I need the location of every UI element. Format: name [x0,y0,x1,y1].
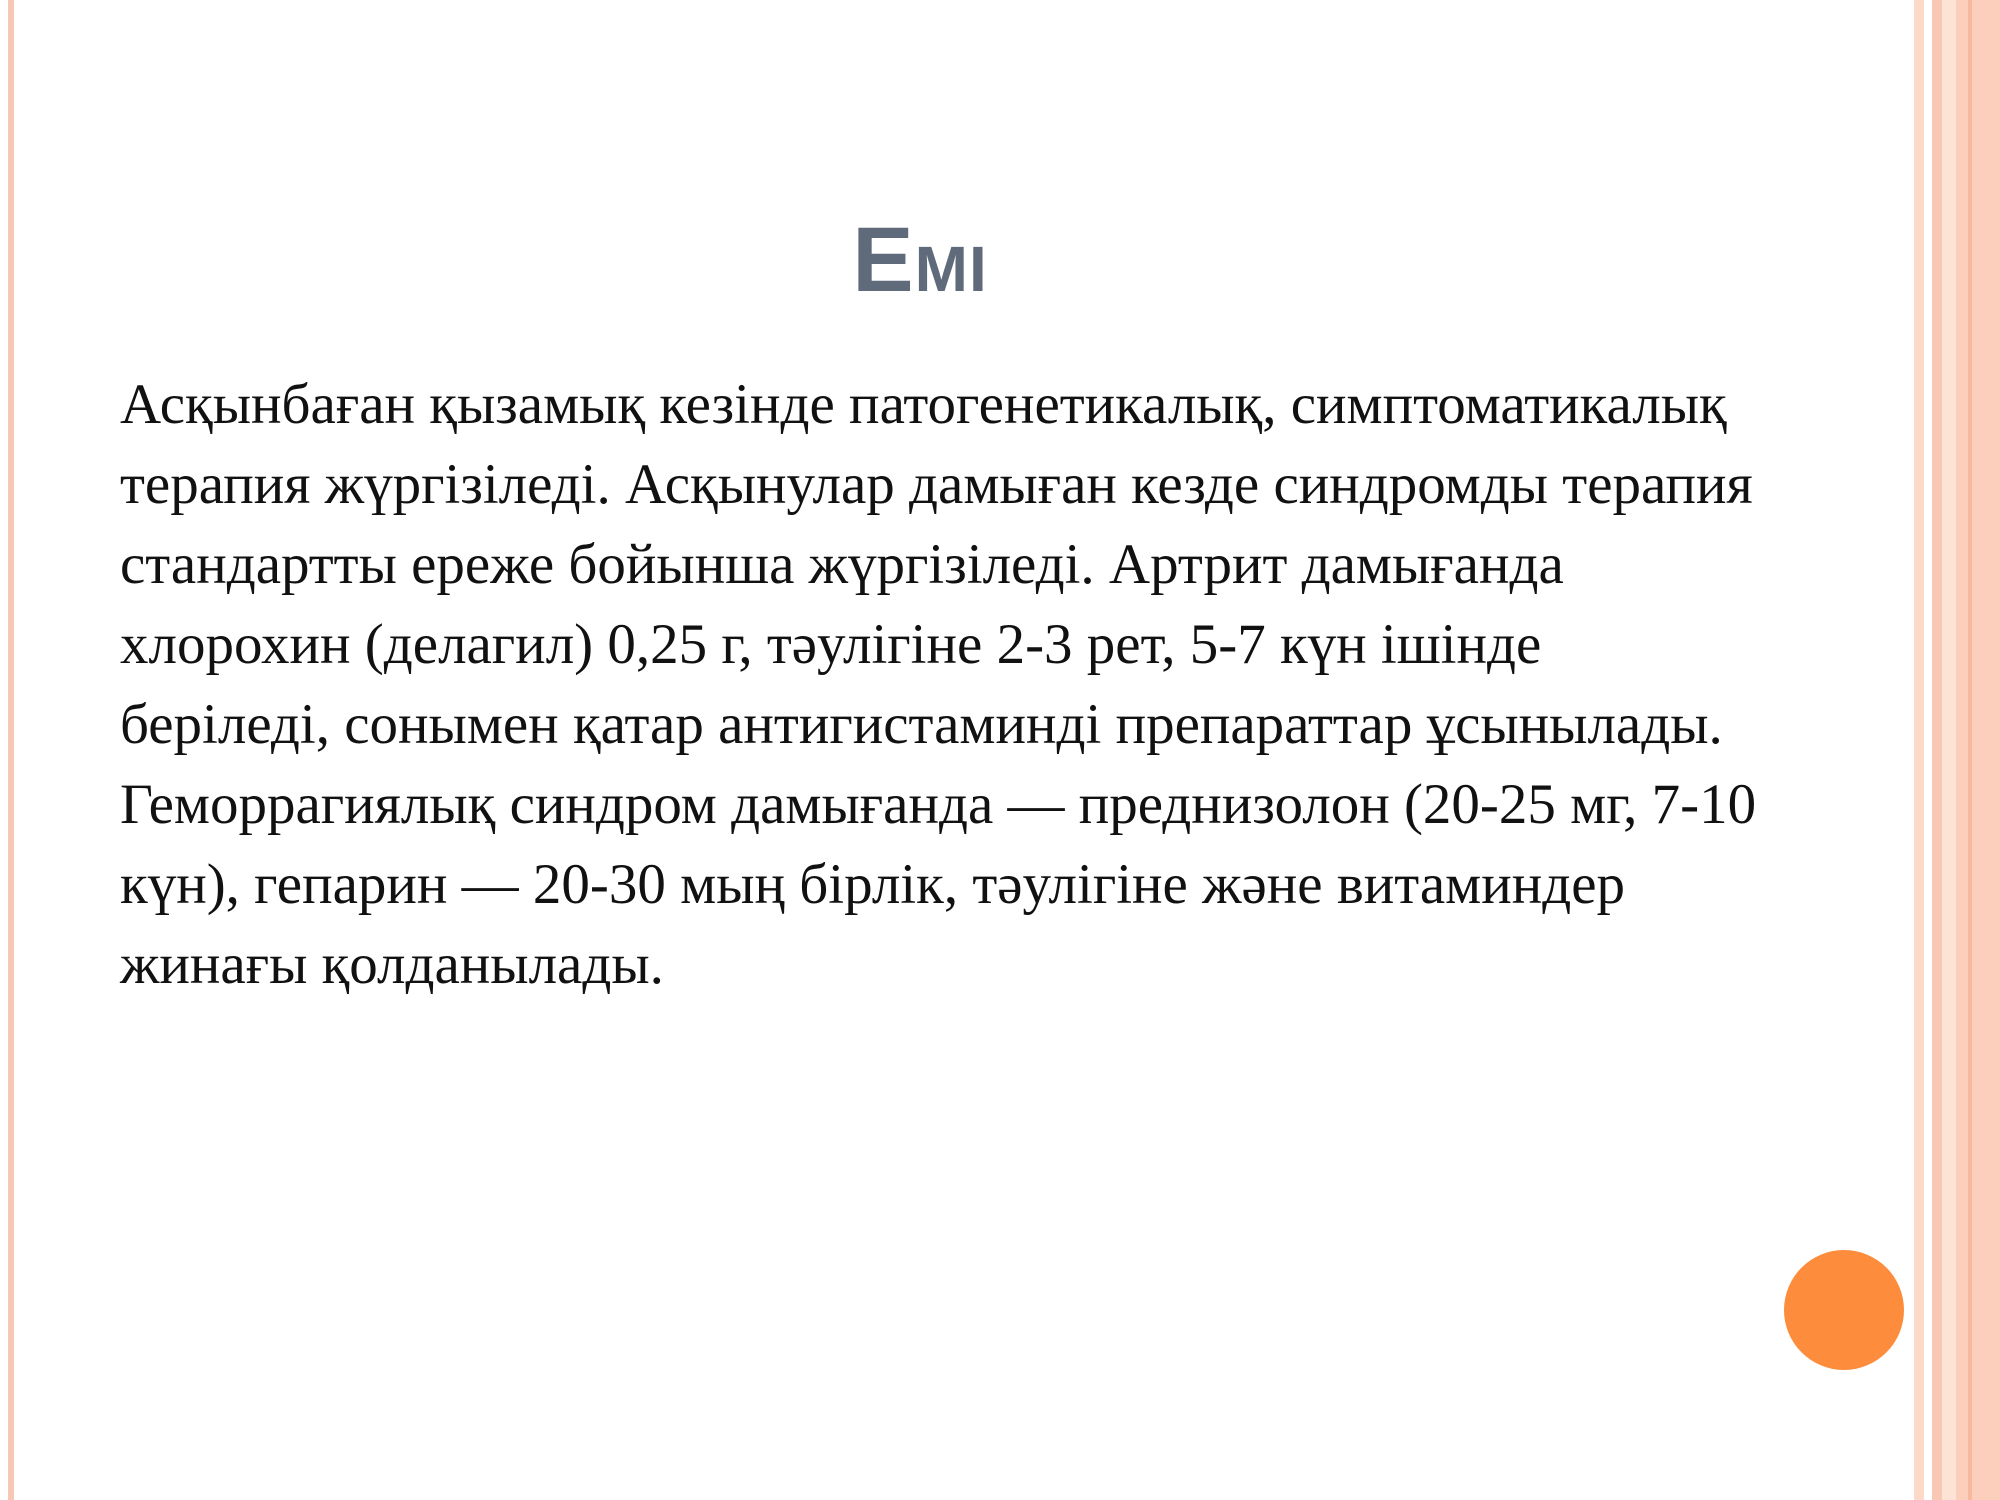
right-stripe-decoration [1956,0,2000,1500]
right-stripe-decoration [1932,0,1942,1500]
right-stripe-decoration [1942,0,1956,1500]
right-stripe-decoration [1968,0,1972,1500]
left-border-band [8,0,14,1500]
orange-circle-decoration [1784,1250,1904,1370]
left-border-decoration [0,0,20,1500]
right-stripe-decoration [1924,0,1932,1500]
right-stripe-decoration [1914,0,1924,1500]
slide-body-text: Асқынбаған қызамық кезінде патогенетикалық, симптоматикалық терапия жүргізіледі. Асқынулар дамыған кезде синдромды терапия стандартты ереже бойынша жүргізіледі. Артрит дамығанда хлорохин (делагил) 0,25 г, тәулігіне 2-3 рет, 5-7 күн ішінде беріледі, сонымен қатар антигистаминді препараттар ұсынылады. Геморрагиялық синдром дамығанда — преднизолон (20-25 мг, 7-10 күн), гепарин — 20-30 мың бірлік, тәулігіне және витаминдер жинағы қолданылады. [120,373,1757,996]
slide-title: Емі [852,209,988,311]
